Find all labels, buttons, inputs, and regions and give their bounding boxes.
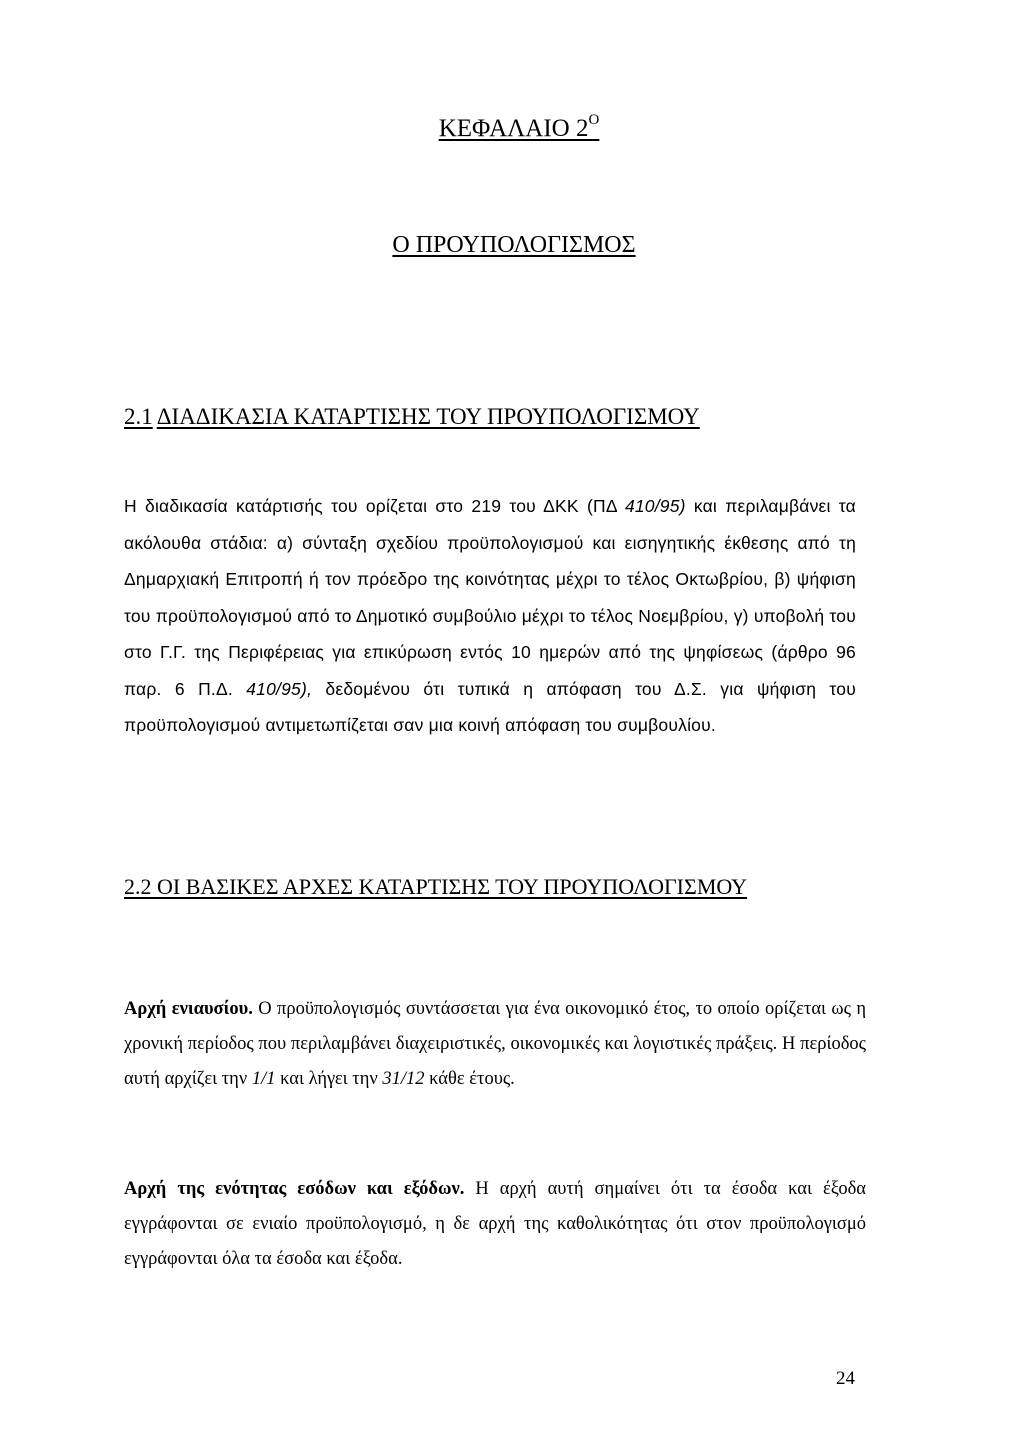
- law-reference: 410/95),: [246, 678, 313, 699]
- section-1-heading: [124, 404, 700, 430]
- page-number: 24: [836, 1368, 855, 1389]
- principle-label: Αρχή ενιαυσίου.: [124, 999, 253, 1019]
- paragraph-text: Η διαδικασία κατάρτισής του ορίζεται στο 219 του ΔΚΚ (ΠΔ: [124, 496, 625, 516]
- principle-annuality-paragraph: [124, 992, 866, 1097]
- paragraph-text: δεδομένου ότι τυπικά η απόφαση του Δ.Σ. για ψήφιση του προϋπολογισμού αντιμετωπίζεται σαν μια κοινή απόφαση του συμβουλίου.: [124, 678, 856, 735]
- paragraph-text: και περιλαμβάνει τα ακόλουθα στάδια: α) σύνταξη σχεδίου προϋπολογισμού και εισηγητικής έκθεσης από τη Δημαρχιακή Επιτροπή ή τον πρόεδρο της κοινότητας μέχρι το τέλος Οκτωβρίου, β) ψήφιση του προϋπολογισμού από το Δημοτικό συμβούλιο μέχρι το τέλος Νοεμβρίου, γ) υποβολή του στο Γ.Γ. της Περιφέρειας για επικύρωση εντός 10 ημερών από της ψηφίσεως (άρθρο 96 παρ. 6 Π.Δ.: [124, 496, 856, 699]
- date-start: 1/1: [251, 1069, 276, 1089]
- paragraph-text: και λήγει την: [275, 1069, 383, 1089]
- section-2-heading: [124, 868, 856, 906]
- section-2-number: 2.2: [124, 874, 152, 899]
- section-2-title: ΟΙ ΒΑΣΙΚΕΣ ΑΡΧΕΣ ΚΑΤΑΡΤΙΣΗΣ ΤΟΥ ΠΡΟΥΠΟΛΟΓΙΣΜΟΥ: [157, 874, 748, 899]
- principle-label: Αρχή της ενότητας εσόδων και εξόδων.: [124, 1179, 465, 1199]
- paragraph-text: Ο προϋπολογισμός συντάσσεται για ένα οικονομικό έτος, το οποίο ορίζεται ως η χρονική περίοδος που περιλαμβάνει διαχειριστικές, οικονομικές και λογιστικές πράξεις. Η περίοδος αυτή αρχίζει την: [124, 999, 866, 1089]
- section-1-number: 2.1: [124, 404, 153, 429]
- principle-unity-paragraph: [124, 1172, 866, 1277]
- section-1-paragraph: [124, 488, 856, 744]
- chapter-heading: [14, 112, 1024, 143]
- chapter-superscript: Ο: [588, 112, 600, 128]
- paragraph-text: Η αρχή αυτή σημαίνει ότι τα έσοδα και έξοδα εγγράφονται σε ενιαίο προϋπολογισμό, η δε αρχή της καθολικότητας ότι στον προϋπολογισμό εγγράφονται όλα τα έσοδα και έξοδα.: [124, 1179, 866, 1269]
- chapter-label: ΚΕΦΑΛΑΙΟ 2: [438, 115, 589, 142]
- paragraph-text: κάθε έτους.: [424, 1069, 515, 1089]
- date-end: 31/12: [382, 1069, 425, 1089]
- section-1-title: ΔΙΑΔΙΚΑΣΙΑ ΚΑΤΑΡΤΙΣΗΣ ΤΟΥ ΠΡΟΥΠΟΛΟΓΙΣΜΟΥ: [156, 404, 700, 429]
- law-reference: 410/95): [624, 496, 686, 516]
- page-title: Ο ΠΡΟΥΠΟΛΟΓΙΣΜΟΣ: [392, 232, 636, 258]
